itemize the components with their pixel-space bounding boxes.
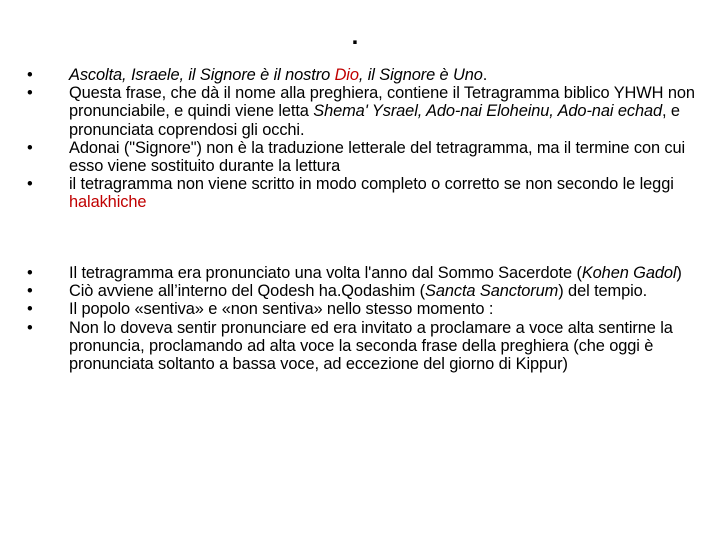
bullet-marker: • <box>27 138 33 157</box>
bullet-text: Il tetragramma era pronunciato una volta l'anno dal Sommo Sacerdote ( <box>69 264 582 282</box>
bullet-marker: • <box>27 84 33 103</box>
bullet-text: Ciò avviene all’interno del Qodesh ha.Qodashim ( <box>69 282 425 301</box>
bullet-item <box>27 282 713 300</box>
bullet-item <box>27 319 713 374</box>
bullet-text: ) <box>676 264 682 282</box>
bullet-item <box>27 84 713 139</box>
bullet-text: ) del tempio. <box>558 282 648 301</box>
bullet-text: , il Signore è Uno <box>358 66 483 84</box>
bullet-text: Ascolta, Israele, il Signore è il nostro <box>69 66 335 84</box>
bullet-text: il tetragramma non viene scritto in modo completo o corretto se non secondo le leggi <box>69 175 674 194</box>
bullet-text: Il popolo «sentiva» e «non sentiva» nello stesso momento : <box>69 300 494 319</box>
bullet-marker: • <box>27 282 33 301</box>
bullet-marker: • <box>27 175 33 194</box>
bullet-text: . <box>482 66 488 84</box>
bullet-marker: • <box>27 66 33 84</box>
bullet-item <box>27 66 713 84</box>
highlight-text: halakhiche <box>69 193 147 212</box>
bullet-item <box>27 264 713 282</box>
bullet-text: Adonai ("Signore") non è la traduzione letterale del tetragramma, ma il termine con cui esso viene sostituito durante la lettura <box>69 138 686 176</box>
bullet-item <box>27 139 713 175</box>
slide-title: . <box>351 23 359 50</box>
bullet-marker: • <box>27 264 33 282</box>
highlight-text: Dio <box>334 66 359 84</box>
bullet-marker: • <box>27 300 33 319</box>
bullet-text: Shema' Ysrael, Ado-nai Eloheinu, Ado-nai echad <box>313 102 662 121</box>
bullet-text: Kohen Gadol <box>581 264 677 282</box>
bullet-text: , e pronunciata coprendosi gli occhi. <box>69 102 680 139</box>
bullet-text: Non lo doveva sentir pronunciare ed era invitato a proclamare a voce alta sentirne la pronuncia, proclamando ad alta voce la seconda frase della preghiera (che oggi è pronunciata soltanto a bassa voce, ad eccezione del giorno di Kippur) <box>69 318 673 374</box>
bullet-text: Questa frase, che dà il nome alla preghiera, contiene il Tetragramma biblico YHWH non pronunciabile, e quindi viene letta <box>69 84 695 121</box>
bullet-list-top <box>27 66 713 212</box>
bullet-item <box>27 175 713 211</box>
bullet-marker: • <box>27 318 33 337</box>
bullet-text: Sancta Sanctorum <box>425 282 559 301</box>
bullet-list-bottom <box>27 264 713 373</box>
bullet-item <box>27 300 713 318</box>
